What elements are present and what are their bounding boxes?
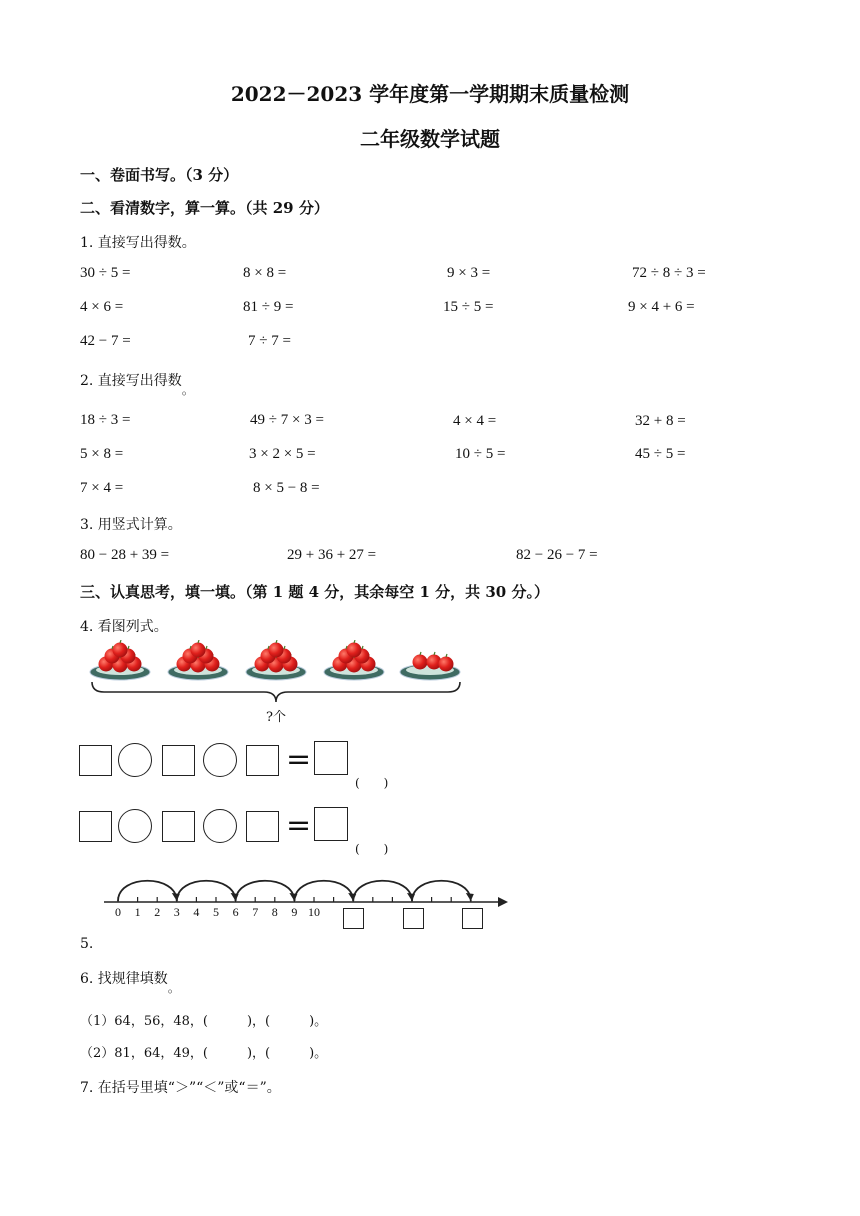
q1-expr: 9 × 4 + 6 =: [628, 299, 695, 315]
brace: [92, 682, 460, 702]
brace-label: ?个: [266, 710, 286, 725]
tick-label: 9: [291, 905, 298, 919]
tick-label: 5: [213, 905, 219, 919]
section-3-heading: 三、认真思考，填一填。（第 1 题 4 分，其余每空 1 分，共 30 分。）: [80, 583, 549, 601]
equals-sign: =: [286, 808, 312, 843]
q3-expr: 29 + 36 + 27 =: [287, 547, 377, 563]
number-line: [98, 870, 512, 910]
q1-expr: 30 ÷ 5 =: [80, 265, 131, 281]
question-5-label: 5.: [80, 936, 94, 952]
answer-box[interactable]: [314, 807, 348, 841]
q1-expr: 15 ÷ 5 =: [443, 299, 494, 315]
q2-expr: 7 × 4 =: [80, 480, 124, 496]
hop-arc: [294, 881, 353, 901]
page-title: 2022－2023 学年度第一学期期末质量检测: [230, 82, 630, 106]
apple: [113, 643, 128, 658]
q1-expr: 8 × 8 =: [243, 265, 287, 281]
q3-expr: 80 − 28 + 39 =: [80, 547, 170, 563]
apple: [413, 655, 428, 670]
q2-expr: 3 × 2 × 5 =: [249, 446, 316, 462]
answer-box[interactable]: [162, 811, 195, 842]
answer-box[interactable]: [79, 811, 112, 842]
equals-sign: =: [286, 742, 312, 777]
unit-paren[interactable]: ( ): [355, 842, 389, 856]
tick-label: 3: [173, 905, 180, 919]
apple: [347, 643, 362, 658]
pattern-line-1: （1）64，56，48，( )，( )。: [80, 1014, 328, 1029]
q1-expr: 81 ÷ 9 =: [243, 299, 294, 315]
apple: [191, 643, 206, 658]
answer-box[interactable]: [79, 745, 112, 776]
q2-expr: 10 ÷ 5 =: [455, 446, 506, 462]
tick-label: 7: [252, 905, 259, 919]
q2-expr: 18 ÷ 3 =: [80, 412, 131, 428]
q2-expr: 5 × 8 =: [80, 446, 124, 462]
q2-expr: 45 ÷ 5 =: [635, 446, 686, 462]
tick-label: 8: [271, 905, 278, 919]
q1-expr: 42 − 7 =: [80, 333, 131, 349]
q1-expr: 9 × 3 =: [447, 265, 491, 281]
q1-expr: 7 ÷ 7 =: [248, 333, 291, 349]
operator-circle[interactable]: [118, 743, 152, 777]
tick-label: 6: [232, 905, 239, 919]
q1-expr: 4 × 6 =: [80, 299, 124, 315]
section-2-heading: 二、看清数字，算一算。（共 29 分）: [80, 199, 329, 217]
answer-box[interactable]: [246, 745, 279, 776]
hop-arc: [353, 881, 412, 901]
question-4-label: 4. 看图列式。: [80, 619, 168, 635]
hop-arc: [118, 881, 177, 901]
q1-expr: 72 ÷ 8 ÷ 3 =: [632, 265, 706, 281]
question-2-label: 2. 直接写出得数。: [80, 373, 194, 397]
tick-label: 4: [193, 905, 200, 919]
tick-label: 0: [115, 905, 121, 919]
q2-expr: 4 × 4 =: [453, 413, 497, 429]
tick-label: 1: [134, 905, 141, 919]
hop-arc: [236, 881, 295, 901]
section-1-heading: 一、卷面书写。（3 分）: [80, 166, 239, 184]
hop-arrowhead: [466, 893, 474, 901]
number-line-box[interactable]: [462, 908, 483, 929]
q2-expr: 8 × 5 − 8 =: [253, 480, 320, 496]
pattern-line-2: （2）81，64，49，( )，( )。: [80, 1046, 328, 1061]
operator-circle[interactable]: [118, 809, 152, 843]
hop-arc: [412, 881, 471, 901]
q2-expr: 49 ÷ 7 × 3 =: [250, 412, 324, 428]
answer-box[interactable]: [314, 741, 348, 775]
page-subtitle: 二年级数学试题: [360, 127, 500, 151]
number-line-box[interactable]: [343, 908, 364, 929]
apple: [439, 657, 454, 672]
q3-expr: 82 − 26 − 7 =: [516, 547, 598, 563]
operator-circle[interactable]: [203, 743, 237, 777]
unit-paren[interactable]: ( ): [355, 776, 389, 790]
operator-circle[interactable]: [203, 809, 237, 843]
question-7-label: 7. 在括号里填“＞”“＜”或“＝”。: [80, 1080, 281, 1096]
question-3-label: 3. 用竖式计算。: [80, 517, 182, 533]
hop-arc: [177, 881, 236, 901]
answer-box[interactable]: [246, 811, 279, 842]
apple: [269, 643, 284, 658]
tick-label: 2: [154, 905, 161, 919]
question-6-label: 6. 找规律填数。: [80, 971, 180, 995]
answer-box[interactable]: [162, 745, 195, 776]
number-line-box[interactable]: [403, 908, 424, 929]
q2-expr: 32 + 8 =: [635, 413, 686, 429]
question-1-label: 1. 直接写出得数。: [80, 235, 196, 251]
tick-label: 10: [308, 905, 320, 919]
